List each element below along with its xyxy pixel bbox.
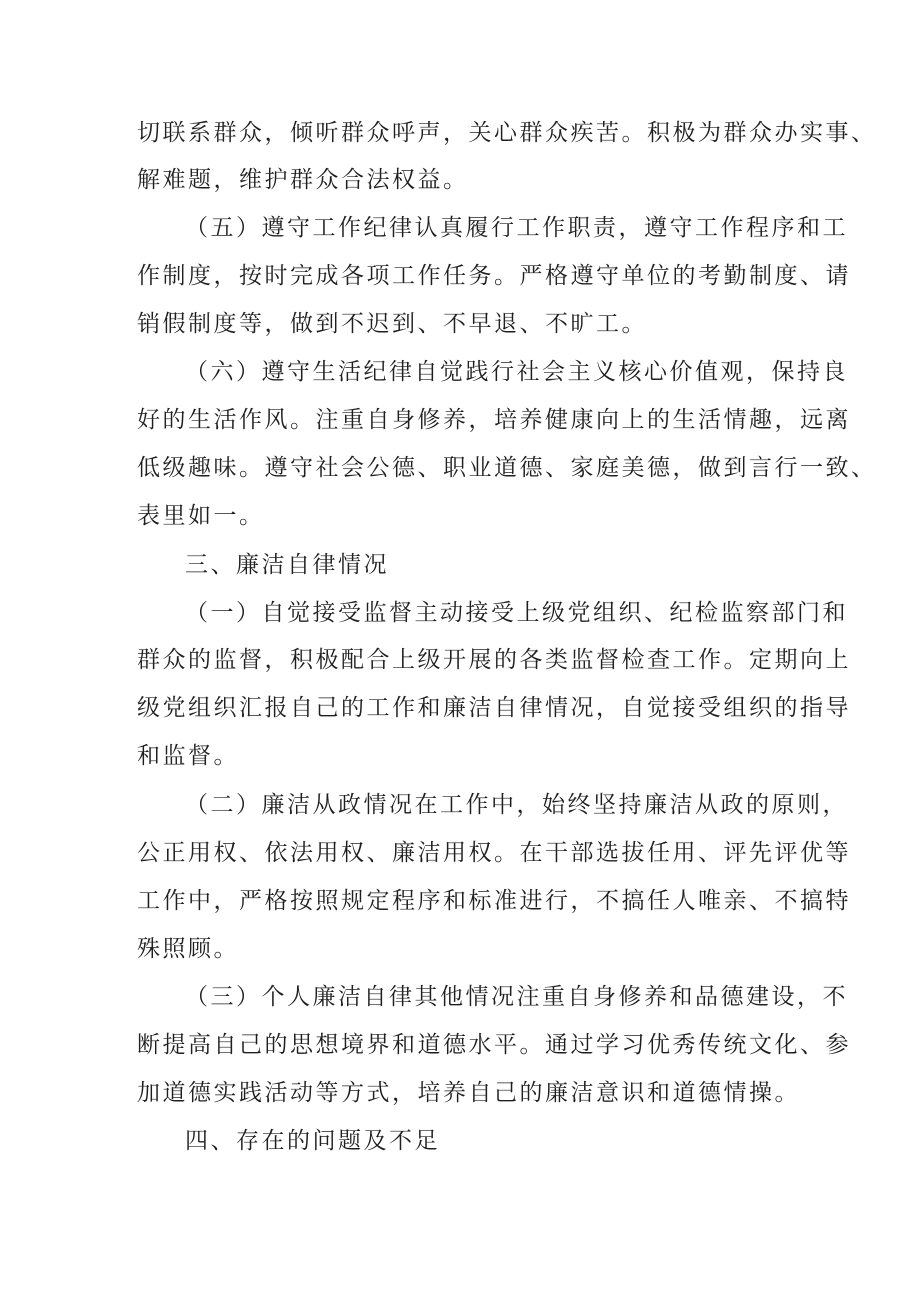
text-line: 工作中，严格按照规定程序和标准进行，不搞任人唯亲、不搞特 bbox=[137, 888, 851, 914]
paragraph-heading-6: （六）遵守生活纪律自觉践行社会主义核心价值观，保持良 bbox=[185, 359, 848, 385]
text-line: 加道德实践活动等方式，培养自己的廉洁意识和道德情操。 bbox=[137, 1080, 800, 1106]
text-line: 殊照顾。 bbox=[137, 936, 239, 962]
paragraph-heading-2: （二）廉洁从政情况在工作中，始终坚持廉洁从政的原则， bbox=[185, 792, 848, 818]
text-line: 低级趣味。遵守社会公德、职业道德、家庭美德，做到言行一致、 bbox=[137, 455, 877, 481]
text-line: 销假制度等，做到不迟到、不早退、不旷工。 bbox=[137, 311, 647, 337]
paragraph-heading-1: （一）自觉接受监督主动接受上级党组织、纪检监察部门和 bbox=[185, 600, 848, 626]
text-line: 解难题，维护群众合法权益。 bbox=[137, 167, 469, 193]
text-line: 公正用权、依法用权、廉洁用权。在干部选拔任用、评先评优等 bbox=[137, 840, 851, 866]
text-line: 好的生活作风。注重自身修养，培养健康向上的生活情趣，远离 bbox=[137, 407, 851, 433]
text-line: 切联系群众，倾听群众呼声，关心群众疾苦。积极为群众办实事、 bbox=[137, 120, 877, 146]
text-line: 表里如一。 bbox=[137, 503, 265, 529]
text-line: 和监督。 bbox=[137, 743, 239, 769]
section-heading-3: 三、廉洁自律情况 bbox=[185, 552, 389, 578]
paragraph-heading-3: （三）个人廉洁自律其他情况注重自身修养和品德建设，不 bbox=[185, 984, 848, 1010]
text-line: 级党组织汇报自己的工作和廉洁自律情况，自觉接受组织的指导 bbox=[137, 695, 851, 721]
text-line: 作制度，按时完成各项工作任务。严格遵守单位的考勤制度、请 bbox=[137, 263, 851, 289]
paragraph-heading-5: （五）遵守工作纪律认真履行工作职责，遵守工作程序和工 bbox=[185, 215, 848, 241]
section-heading-4: 四、存在的问题及不足 bbox=[185, 1128, 440, 1154]
text-line: 断提高自己的思想境界和道德水平。通过学习优秀传统文化、参 bbox=[137, 1032, 851, 1058]
text-line: 群众的监督，积极配合上级开展的各类监督检查工作。定期向上 bbox=[137, 647, 851, 673]
